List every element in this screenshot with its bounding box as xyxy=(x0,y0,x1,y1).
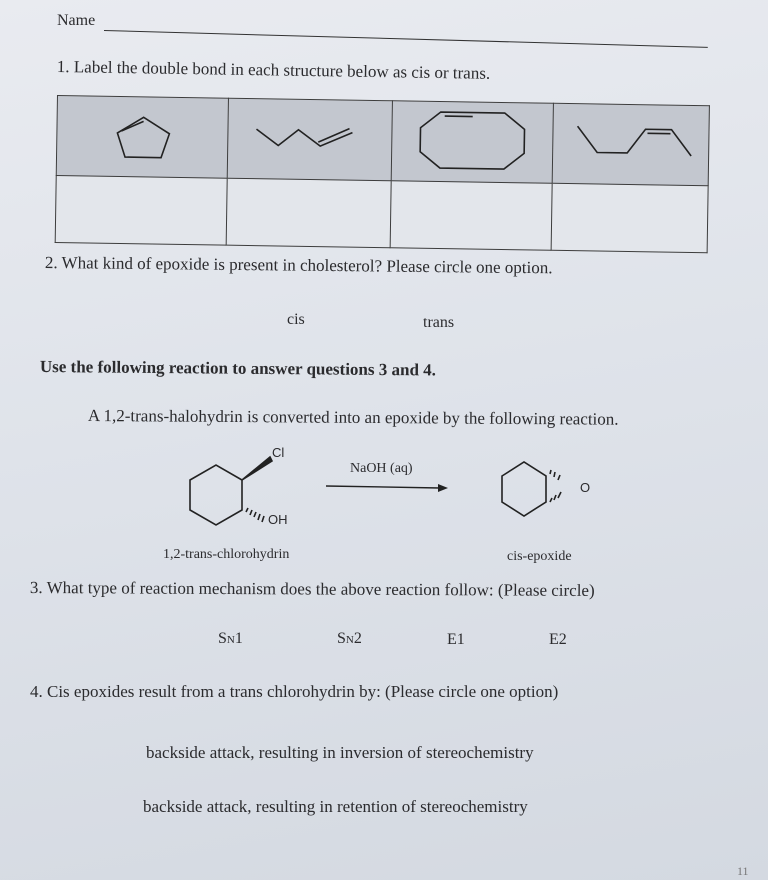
option-retention[interactable]: backside attack, resulting in retention of stereochemistry xyxy=(143,797,528,816)
answer-cell-1[interactable] xyxy=(55,175,227,245)
cyclooctene-structure xyxy=(392,101,553,178)
name-label: Name xyxy=(57,12,96,29)
product-name: cis-epoxide xyxy=(507,549,572,564)
question-1 xyxy=(57,57,491,84)
question-1-text: Label the double bond in each structure below as cis or trans. xyxy=(73,57,491,83)
oh-label: OH xyxy=(268,512,288,527)
answer-cell-2[interactable] xyxy=(226,178,391,248)
reaction-description: A 1,2-trans-halohydrin is converted into an epoxide by the following reaction. xyxy=(87,406,619,429)
option-e1[interactable]: E1 xyxy=(447,631,465,648)
question-4-number: 4. xyxy=(30,682,43,701)
structure-cell-cyclopentene xyxy=(56,96,228,179)
answer-cell-3[interactable] xyxy=(390,181,552,251)
option-inversion[interactable]: backside attack, resulting in inversion of stereochemistry xyxy=(146,743,534,762)
cis-alkene-structure xyxy=(553,104,709,180)
option-trans[interactable]: trans xyxy=(423,314,455,331)
bond-table xyxy=(55,95,710,253)
name-underline[interactable] xyxy=(104,30,708,48)
option-sn1[interactable]: SN1 xyxy=(218,630,243,647)
cl-label: Cl xyxy=(272,445,285,460)
structure-cell-alkene-chain xyxy=(227,98,392,181)
reagent-label: NaOH (aq) xyxy=(350,461,413,476)
question-1-number: 1. xyxy=(56,57,70,77)
question-2-number: 2. xyxy=(44,253,58,273)
option-e2[interactable]: E2 xyxy=(549,631,567,648)
structure-cell-cyclooctene xyxy=(391,101,553,184)
reaction-instructions: Use the following reaction to answer questions 3 and 4. xyxy=(39,357,437,380)
question-3-number: 3. xyxy=(29,578,43,598)
question-4 xyxy=(30,682,558,702)
question-4-text: Cis epoxides result from a trans chlorohydrin by: (Please circle one option) xyxy=(47,682,559,701)
chlorohydrin-structure xyxy=(180,442,320,538)
question-2 xyxy=(45,253,553,278)
reactant-name: 1,2-trans-chlorohydrin xyxy=(163,547,290,562)
option-cis[interactable]: cis xyxy=(287,311,305,328)
cyclopentene-structure xyxy=(57,96,228,173)
question-3 xyxy=(30,578,595,601)
structure-cell-cis-alkene xyxy=(552,103,709,185)
page-number: 11 xyxy=(737,864,749,878)
question-2-text: What kind of epoxide is present in cholesterol? Please circle one option. xyxy=(61,253,553,278)
trans-alkene-structure xyxy=(228,99,392,176)
o-label: O xyxy=(580,480,591,495)
answer-cell-4[interactable] xyxy=(551,183,708,252)
reaction-arrow xyxy=(322,478,452,494)
question-3-text: What type of reaction mechanism does the above reaction follow: (Please circle) xyxy=(46,578,595,600)
option-sn2[interactable]: SN2 xyxy=(337,630,362,647)
